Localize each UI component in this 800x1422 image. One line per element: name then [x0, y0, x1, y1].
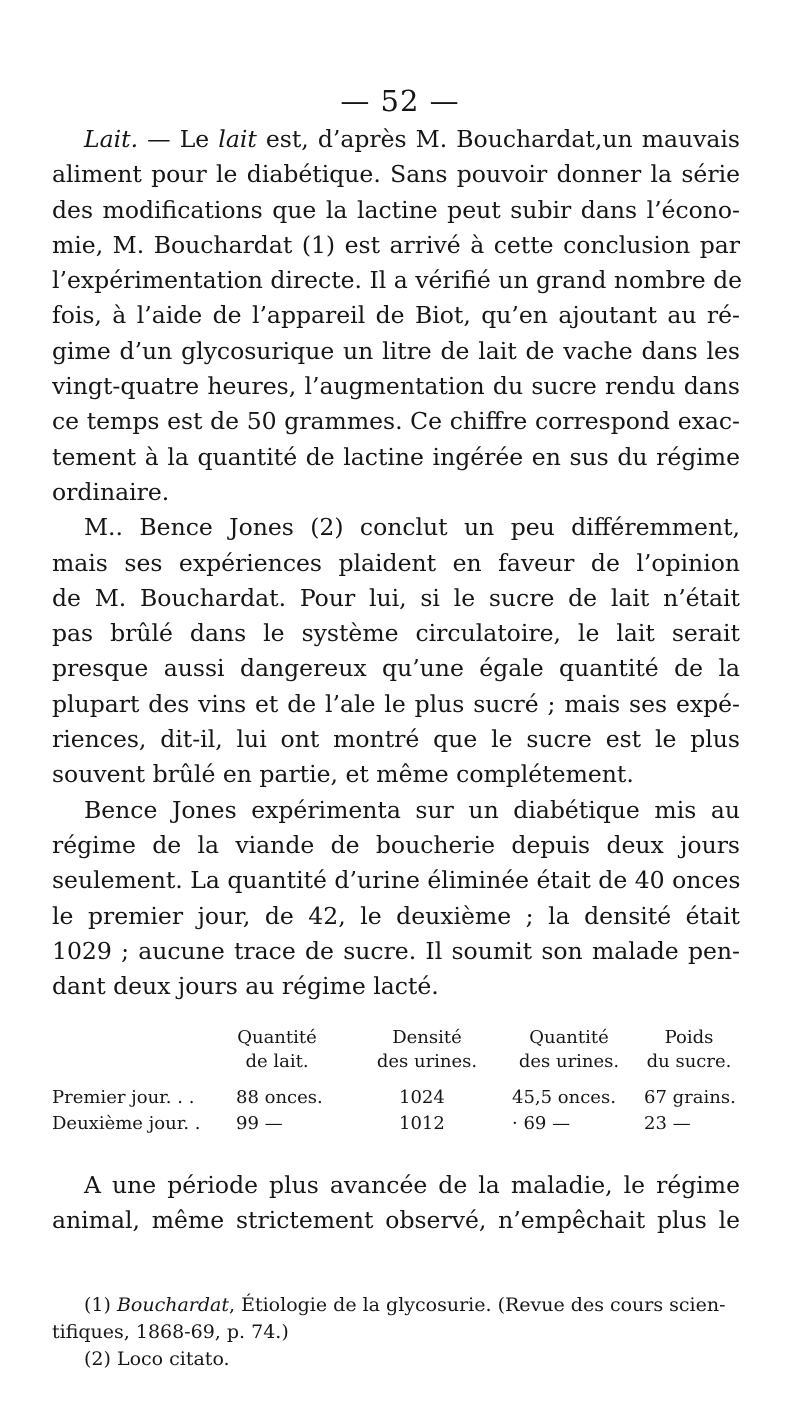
text-line: ce temps est de 50 grammes. Ce chiffre correspond exac-	[52, 407, 740, 436]
text-line: plupart des vins et de l’ale le plus sucré ; mais ses expé-	[52, 689, 740, 718]
table-cell: 99 —	[236, 1113, 283, 1134]
text-line: aliment pour le diabétique. Sans pouvoir donner la série	[52, 160, 740, 189]
text-line: M.. Bence Jones (2) conclut un peu différemment,	[84, 513, 740, 542]
text-line: ordinaire.	[52, 477, 170, 506]
text-line: gime d’un glycosurique un litre de lait de vache dans les	[52, 336, 740, 365]
text-line: l’expérimentation directe. Il a vérifié un grand nombre de	[52, 266, 743, 295]
footnotes	[52, 1292, 742, 1373]
text-line: tement à la quantité de lactine ingérée en sus du régime	[52, 442, 740, 471]
table-cell: 88 onces.	[236, 1087, 323, 1108]
table-cell: 1024	[399, 1087, 445, 1108]
text-line: de M. Bouchardat. Pour lui, si le sucre de lait n’était	[52, 583, 740, 612]
text-line: riences, dit-il, lui ont montré que le sucre est le plus	[52, 725, 740, 754]
text-line: des modifications que la lactine peut subir dans l’écono-	[52, 195, 740, 224]
table-header-poids-sucre: Poids du sucre.	[646, 1027, 732, 1072]
table-cell: 45,5 onces.	[512, 1087, 616, 1108]
text-line: régime de la viande de boucherie depuis deux jours	[52, 830, 740, 859]
text-line: pas brûlé dans le système circulatoire, le lait serait	[52, 619, 740, 648]
table-header-quantite-urines: Quantité des urines.	[518, 1027, 620, 1072]
table-header-densite: Densité des urines.	[376, 1027, 478, 1072]
text-line: seulement. La quantité d’urine éliminée était de 40 onces	[52, 866, 741, 895]
table-row-label: Premier jour. . .	[52, 1087, 195, 1108]
text-line: mie, M. Bouchardat (1) est arrivé à cette conclusion par	[52, 230, 740, 259]
table-row-label: Deuxième jour. .	[52, 1113, 201, 1134]
text-line: 1029 ; aucune trace de sucre. Il soumit son malade pen-	[52, 936, 740, 965]
main-text	[52, 122, 743, 1004]
table-cell: 23 —	[644, 1113, 691, 1134]
text-line: Bence Jones expérimenta sur un diabétique mis au	[84, 795, 740, 824]
text-line: fois, à l’aide de l’appareil de Biot, qu’en ajoutant au ré-	[52, 301, 740, 330]
table-cell: 67 grains.	[644, 1087, 736, 1108]
text-line: vingt-quatre heures, l’augmentation du sucre rendu dans	[52, 372, 740, 401]
section-heading-lait: Lait.	[84, 125, 139, 153]
text-line: souvent brûlé en partie, et même complétement.	[52, 760, 634, 789]
footnote-1: (1) Bouchardat, Étiologie de la glycosurie. (Revue des cours scien-	[84, 1294, 726, 1316]
text-line: presque aussi dangereux qu’une égale quantité de la	[52, 654, 740, 683]
table-header-quantite-lait: Quantité de lait.	[237, 1027, 317, 1072]
text-line: le premier jour, de 42, le deuxième ; la densité était	[52, 901, 740, 930]
page-number: — 52 —	[340, 84, 460, 118]
text-line: A une période plus avancée de la maladie, le régime	[84, 1171, 740, 1199]
text-line: mais ses expériences plaident en faveur de l’opinion	[52, 548, 740, 577]
text-line: animal, même strictement observé, n’empêchait plus le	[52, 1206, 740, 1235]
paragraph-lait-first-line: Lait. — Le lait est, d’après M. Bouchardat,un mauvais	[84, 125, 740, 153]
text-line: dant deux jours au régime lacté.	[52, 972, 439, 1001]
footnote-1-continued: tifiques, 1868-69, p. 74.)	[52, 1321, 289, 1343]
continuation-text	[52, 1168, 740, 1239]
table-cell: 1012	[399, 1113, 445, 1134]
footnote-2: (2) Loco citato.	[84, 1348, 230, 1370]
table-cell: · 69 —	[512, 1113, 571, 1134]
